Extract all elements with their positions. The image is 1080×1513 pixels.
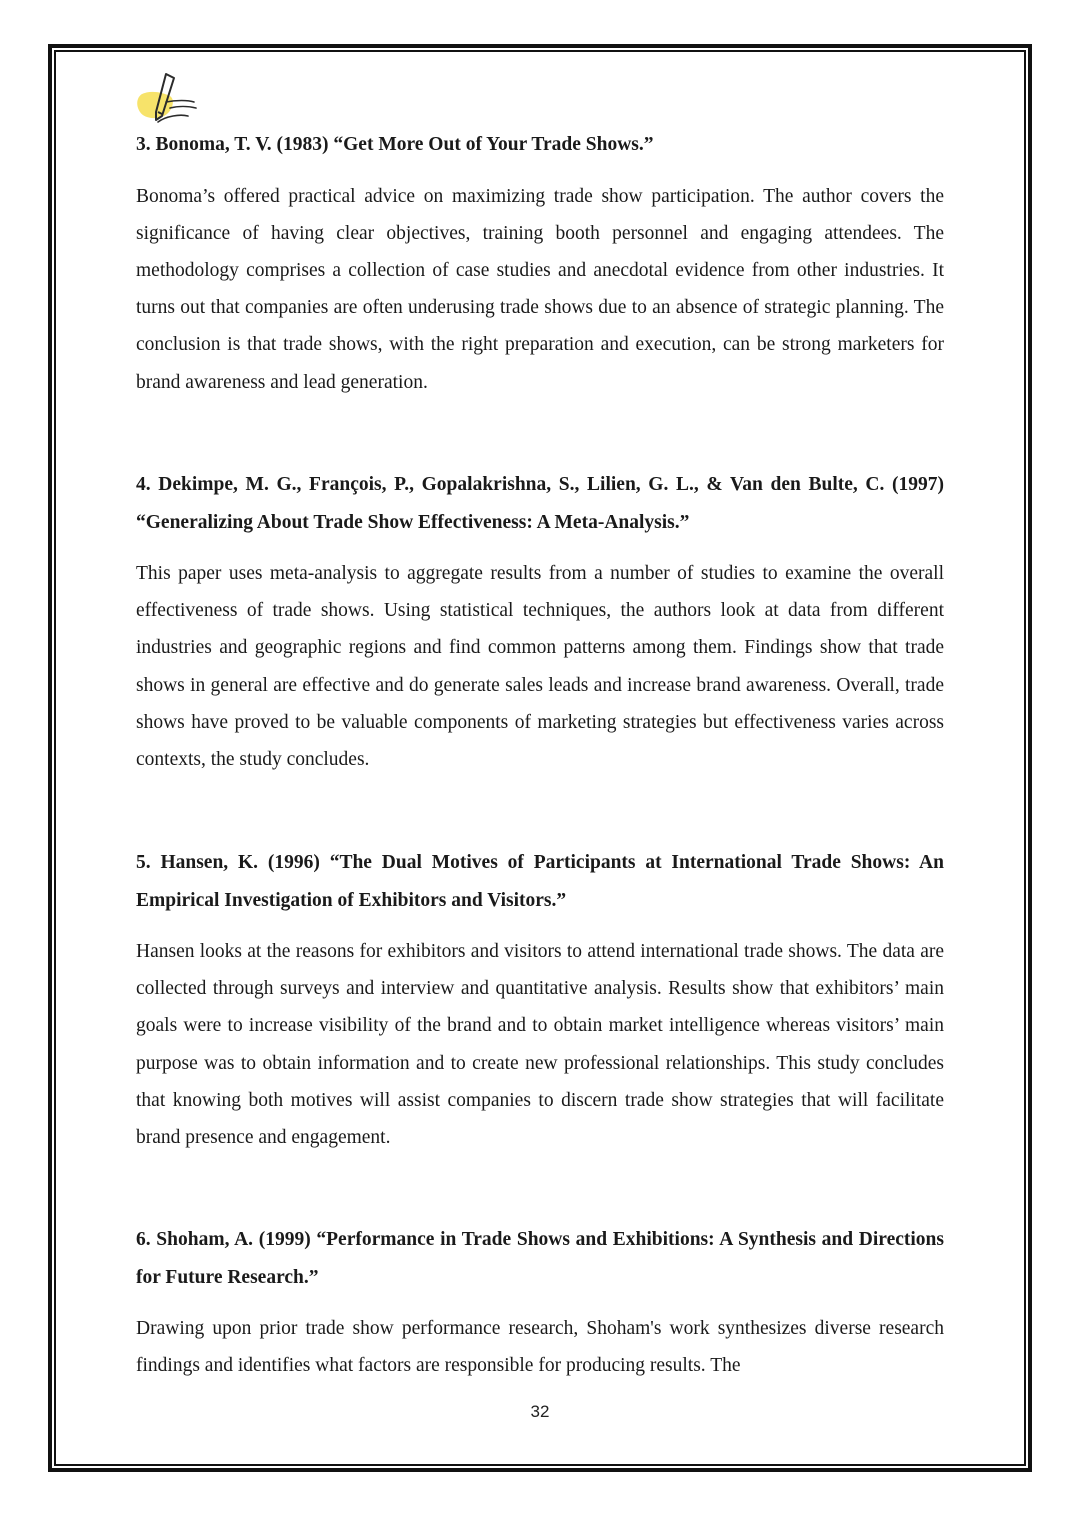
reference-item-3 [136,126,944,401]
reference-heading: 3. Bonoma, T. V. (1983) “Get More Out of Your Trade Shows.” [136,134,654,155]
reference-item-4 [136,466,944,778]
reference-summary: Drawing upon prior trade show performance research, Shoham's work synthesizes diverse research findings and identifies what factors are responsible for producing results. The [136,1318,944,1377]
page-number: 32 [530,1402,550,1421]
reference-heading: 5. Hansen, K. (1996) “The Dual Motives of Participants at International Trade Shows: An Empirical Investigation of Exhibitors and Visitors.” [136,852,944,911]
reference-summary: Bonoma’s offered practical advice on maximizing trade show participation. The author covers the significance of having clear objectives, training booth personnel and engaging attendees. The methodology comprises a collection of case studies and anecdotal evidence from other industries. It turns out that companies are often underusing trade shows due to an absence of strategic planning. The conclusion is that trade shows, with the right preparation and execution, can be strong marketers for brand awareness and lead generation. [136,185,944,393]
reference-heading: 6. Shoham, A. (1999) “Performance in Trade Shows and Exhibitions: A Synthesis and Directions for Future Research.” [136,1229,944,1288]
reference-summary: Hansen looks at the reasons for exhibitors and visitors to attend international trade shows. The data are collected through surveys and interview and quantitative analysis. Results show that exhibitors’ main goals were to increase visibility of the brand and to obtain market intelligence whereas visitors’ main purpose was to obtain information and to create new professional relationships. This study concludes that knowing both motives will assist companies to discern trade show strategies that will facilitate brand presence and engagement. [136,941,944,1149]
pen-writing-icon [136,72,200,130]
reference-item-5 [136,844,944,1156]
reference-summary: This paper uses meta-analysis to aggregate results from a number of studies to examine the overall effectiveness of trade shows. Using statistical techniques, the authors look at data from different industries and geographic regions and find common patterns among them. Findings show that trade shows in general are effective and do generate sales leads and increase brand awareness. Overall, trade shows have proved to be valuable components of marketing strategies but effectiveness varies across contexts, the study concludes. [136,563,944,771]
reference-heading: 4. Dekimpe, M. G., François, P., Gopalakrishna, S., Lilien, G. L., & Van den Bulte, C. (1997) “Generalizing About Trade Show Effectiveness: A Meta-Analysis.” [136,474,944,533]
reference-item-6 [136,1221,944,1384]
